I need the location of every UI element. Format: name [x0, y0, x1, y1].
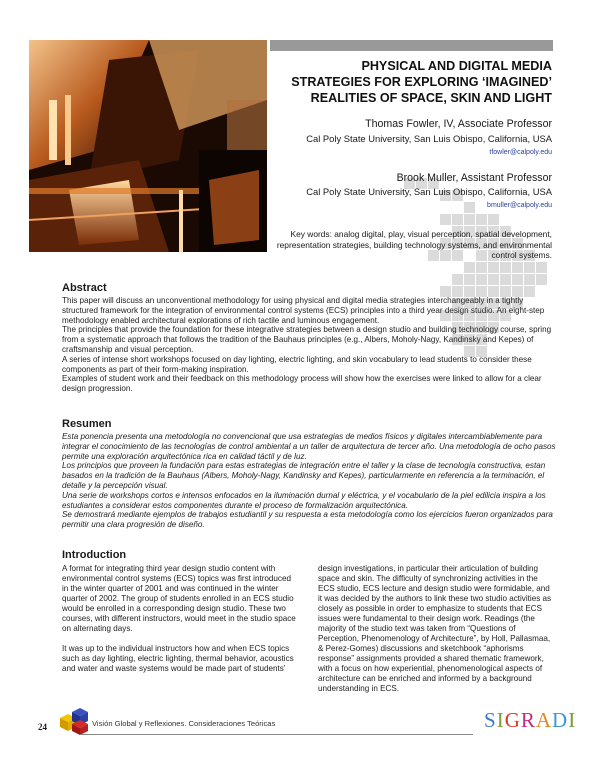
keywords — [252, 229, 552, 261]
resumen-heading: Resumen — [62, 418, 112, 430]
mosaic-tile — [524, 262, 535, 273]
title-line: PHYSICAL AND DIGITAL MEDIA — [361, 59, 552, 73]
keywords-line: control systems. — [491, 250, 552, 260]
resumen-paragraph: Esta ponencia presenta una metodología no convencional que usa estrategias de medios físicos y digitales intercambiablemente para integrar el conocimiento de las tecnologías de control ambiental a un taller de arquitectura de tercer año. Una metodología de ocho pasos permite una exploración arquitectónica rica en calidad táctil y de luz. — [62, 432, 556, 461]
mosaic-tile — [488, 262, 499, 273]
mosaic-tile — [488, 274, 499, 285]
abstract-heading: Abstract — [62, 282, 107, 294]
page-number: 24 — [38, 722, 47, 732]
abstract-paragraph: This paper will discuss an unconventional methodology for using physical and digital media strategies interchangeably in a tightly structured framework for the integration of environmental control systems (ECS) principles into a third year design studio. An eight-step methodology enabled architectural explorations of rich tactile and luminous engagement. — [62, 296, 545, 325]
author-name: Thomas Fowler, IV, Associate Professor — [365, 118, 552, 130]
mosaic-tile — [476, 214, 487, 225]
header-accent-bar — [270, 40, 553, 51]
resumen-body — [62, 432, 556, 530]
resumen-paragraph: Una serie de workshops cortos e intensos enfocados en la iluminación durnal y eléctrica, y el vocabulario de la piel edilicia inspira a los estudiantes a considerar estos componentes durante el proceso de formalización arquitectónica. — [62, 490, 546, 510]
mosaic-tile — [464, 274, 475, 285]
author-affiliation: Cal Poly State University, San Luis Obispo, California, USA — [306, 133, 552, 144]
mosaic-tile — [536, 262, 547, 273]
mosaic-tile — [452, 274, 463, 285]
mosaic-tile — [488, 214, 499, 225]
mosaic-tile — [476, 262, 487, 273]
abstract-paragraph: A series of intense short workshops focused on day lighting, electric lighting, and skin vocabulary to lead students to consider these components as part of their form-making inspiration. — [62, 354, 532, 374]
introduction-paragraph: A format for integrating third year design studio content with environmental control systems (ECS) topics was first introduced in the winter quarter of 2001 and was continued in the winter quarter of 2002. The group of students enrolled in an ECS studio would be enrolled in a corresponding design studio. These two courses, with different instructors, would meet in the studio space on alternating days. — [62, 564, 296, 633]
mosaic-tile — [512, 274, 523, 285]
title-line: REALITIES OF SPACE, SKIN AND LIGHT — [310, 91, 552, 105]
resumen-paragraph: Los principios que proveen la fundación para estas estrategias de integración entre el taller y la clase de tecnología constructiva, estan basados en la tradición de la Bauhaus (Albers, Moholy-Nagy, Kandinsky and Kepes), particularmente en referencia a la terminación, el detalle y la percepción visual. — [62, 461, 546, 490]
mosaic-tile — [500, 274, 511, 285]
author-email-link[interactable]: bmuller@calpoly.edu — [487, 202, 552, 209]
mosaic-tile — [452, 214, 463, 225]
mosaic-tile — [440, 214, 451, 225]
mosaic-tile — [500, 262, 511, 273]
mosaic-tile — [464, 262, 475, 273]
mosaic-tile — [536, 274, 547, 285]
title-line: STRATEGIES FOR EXPLORING ‘IMAGINED’ — [291, 75, 552, 89]
footer-divider — [80, 734, 473, 735]
author-name: Brook Muller, Assistant Professor — [396, 172, 552, 184]
introduction-left-column — [62, 564, 298, 684]
header-render-image — [29, 40, 267, 252]
introduction-right-column — [318, 564, 554, 704]
introduction-heading: Introduction — [62, 549, 127, 561]
sigradi-logo: SIGRADI — [484, 708, 577, 732]
author-email-link[interactable]: tfowler@calpoly.edu — [489, 149, 552, 156]
cubes-logo-icon — [58, 704, 92, 741]
mosaic-tile — [512, 262, 523, 273]
mosaic-tile — [464, 214, 475, 225]
resumen-paragraph: Se demostrará mediante ejemplos de trabajos estudiantil y su respuesta a esta metodología como los ejercicios fueron organizados para permitir una clara progresión de diseño. — [62, 510, 553, 530]
abstract-body — [62, 296, 556, 394]
introduction-paragraph: It was up to the individual instructors how and when ECS topics such as day lighting, electric lighting, thermal behavior, acoustics and water and waste systems would be made part of students’ — [62, 644, 294, 673]
abstract-paragraph: The principles that provide the foundation for these integrative strategies between a design studio and building technology course, spring from a systematic approach that follows the tradition of the Bauhaus principles (e.g., Albers, Moholy-Nagy, Kandinsky and Kepes) of craftsmanship and visual perception. — [62, 325, 552, 354]
footer-section-text: Visión Global y Reflexiones. Consideraciones Teóricas — [92, 719, 276, 728]
mosaic-tile — [476, 274, 487, 285]
paper-title — [252, 58, 552, 106]
abstract-paragraph: Examples of student work and their feedback on this methodology process will show how the exercises were linked to allow for a clear design progression. — [62, 374, 542, 394]
introduction-paragraph: design investigations, in particular their articulation of building space and skin. The difficulty of synchronizing activities in the ECS studio, ECS lecture and design studio were formidable, and it was decided by the authors to link these two studio activities as closely as possible in order to emphasize to students that ECS issues were fundamental to their design work. Readings (the majority of the studio text was taken from “Questions of Perception, Phenomenology of Architecture”, by Holl, Pallasmaa, & Perez-Gomes) discussions and sketchbook “aphorisms response” assignments provided a shared thematic framework, with a focus on how experiential, phenomenological aspects of architecture can be enriched and informed by a background understanding in ECS. — [318, 564, 552, 693]
mosaic-tile — [464, 202, 475, 213]
author-affiliation: Cal Poly State University, San Luis Obispo, California, USA — [306, 186, 552, 197]
mosaic-tile — [524, 274, 535, 285]
keywords-line: representation strategies, building technology systems, and environmental — [276, 239, 552, 250]
keywords-line: Key words: analog digital, play, visual perception, spatial development, — [290, 229, 552, 239]
